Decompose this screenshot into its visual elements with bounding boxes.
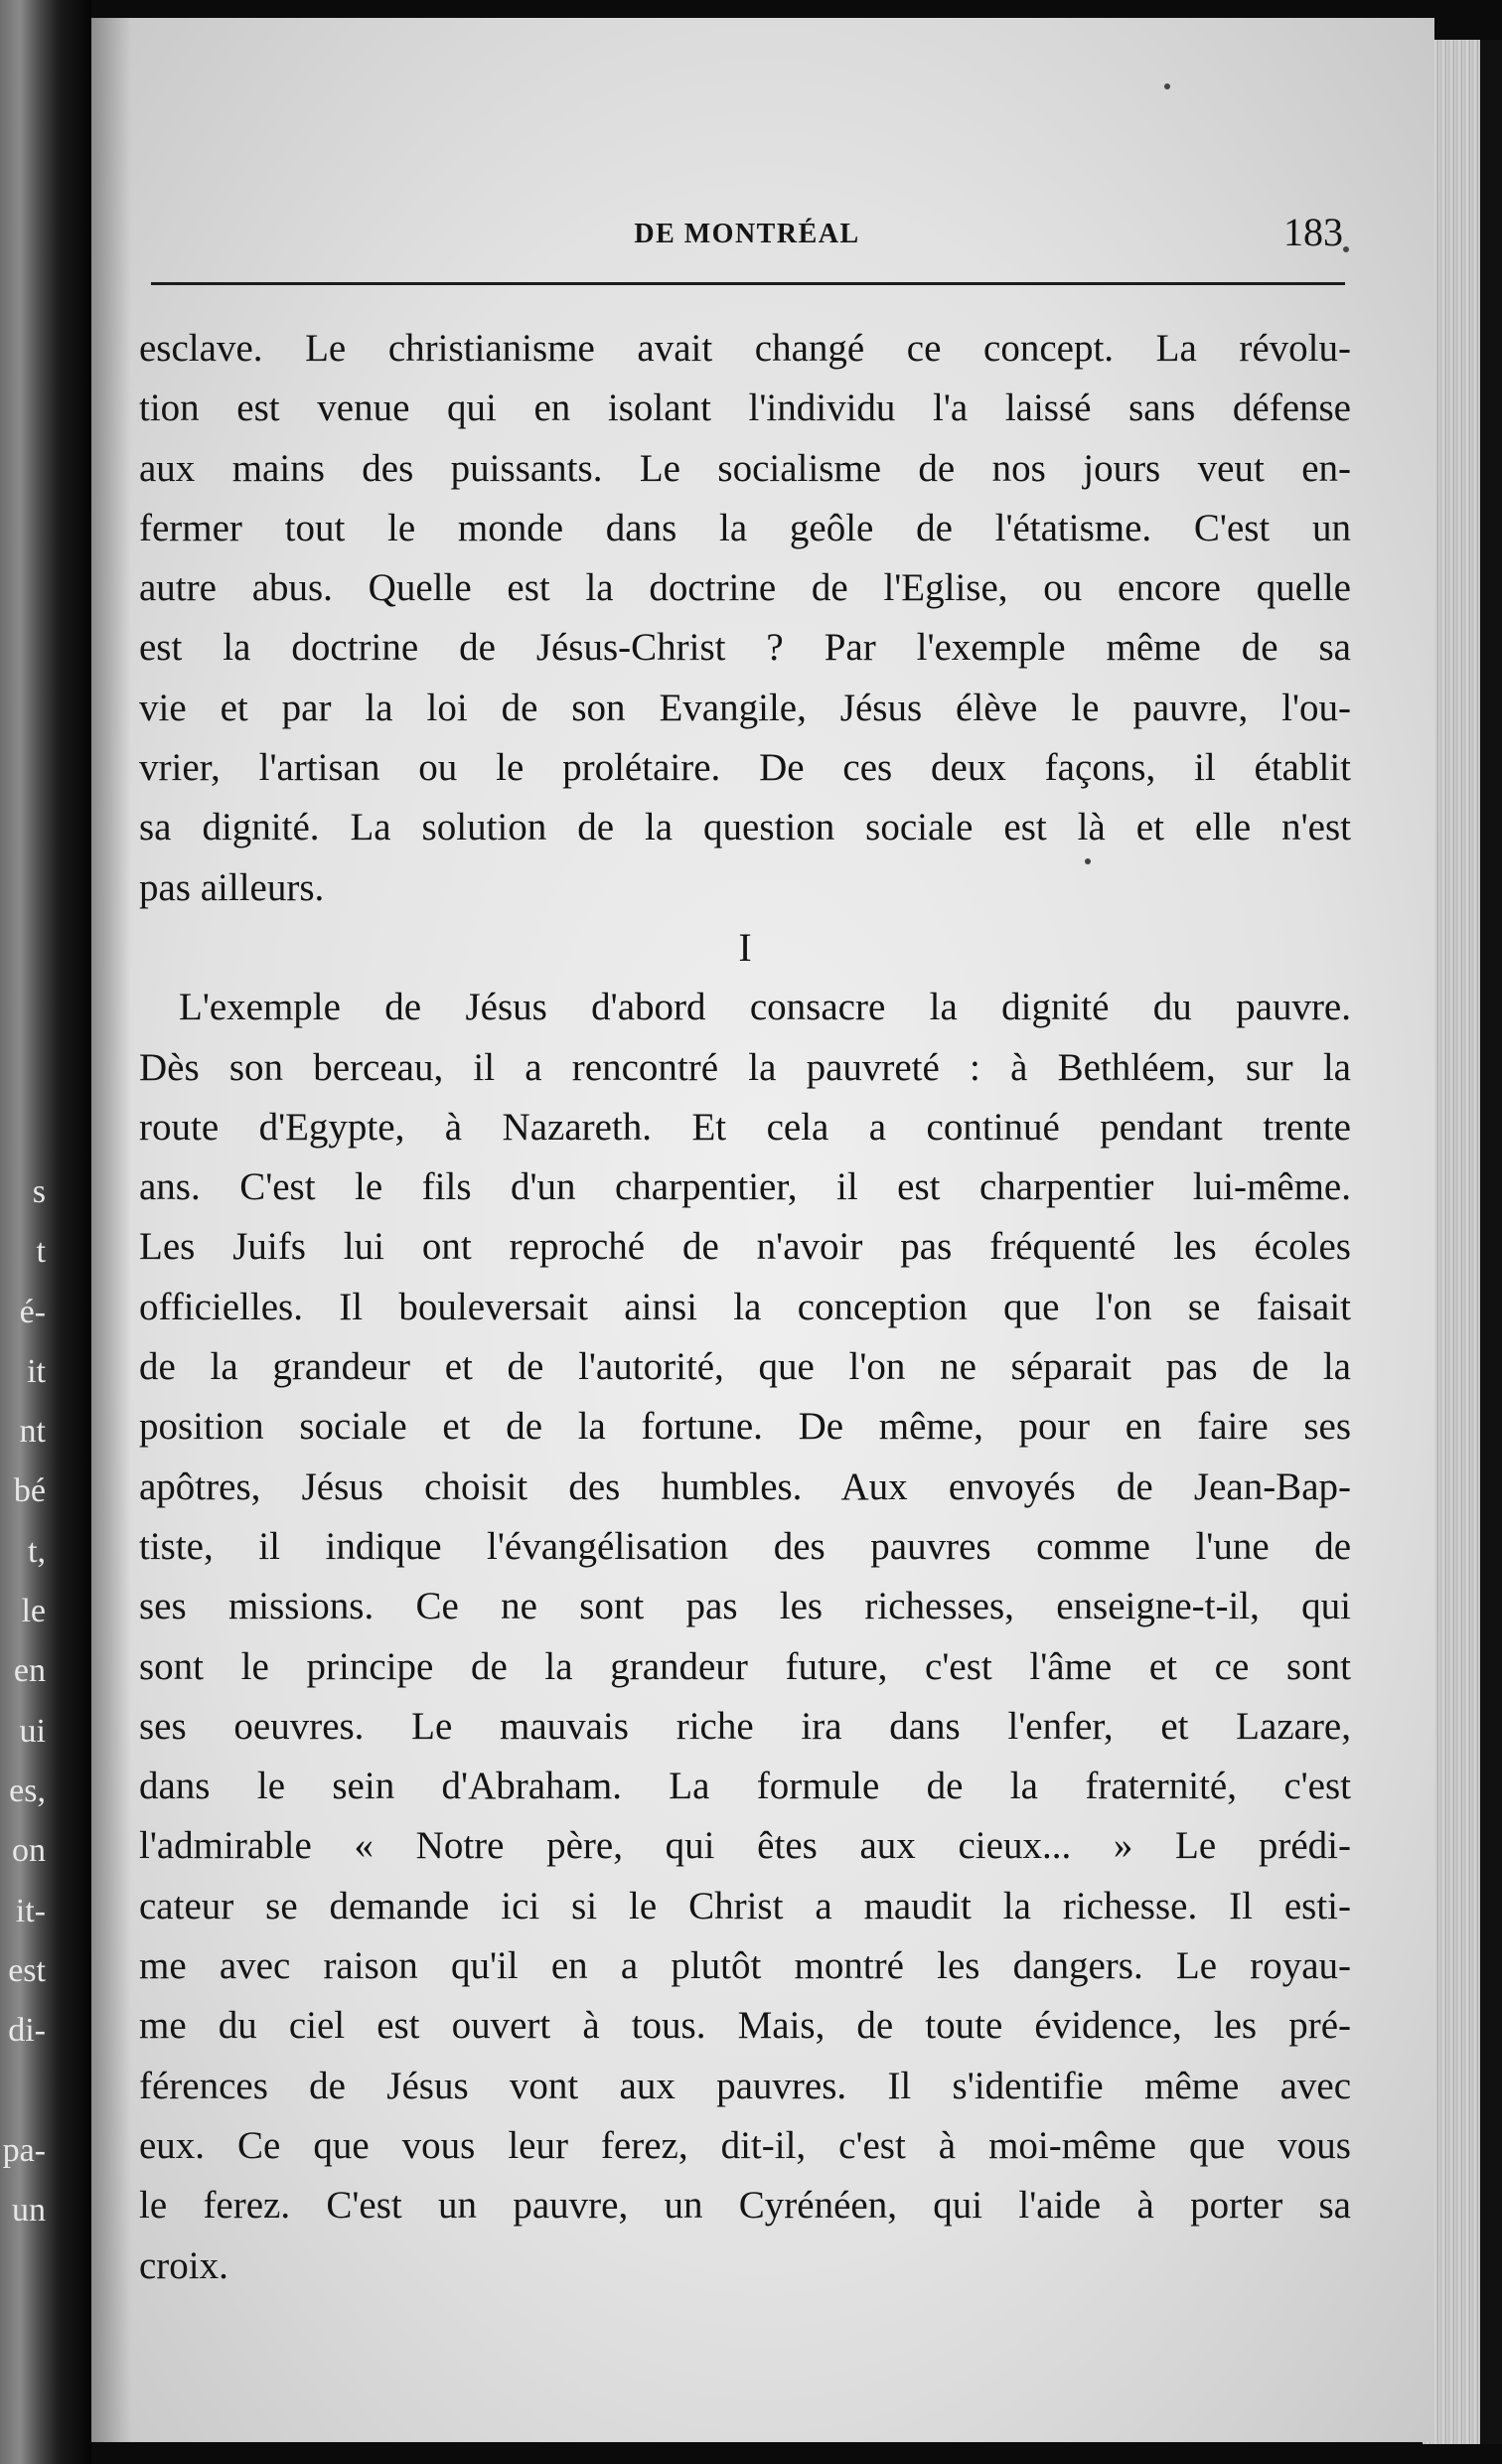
previous-page-fragment: on xyxy=(12,1832,46,1870)
previous-page-fragment: ui xyxy=(19,1712,46,1750)
text-line: sont le principe de la grandeur future, c'est l'âme et ce sont xyxy=(139,1644,1351,1688)
text-line: Dès son berceau, il a rencontré la pauvreté : à Bethléem, sur la xyxy=(139,1045,1351,1089)
text-line: me du ciel est ouvert à tous. Mais, de toute évidence, les pré- xyxy=(139,2004,1351,2048)
text-line: esclave. Le christianisme avait changé ce concept. La révolu- xyxy=(139,327,1351,370)
text-line: vrier, l'artisan ou le prolétaire. De ces deux façons, il établit xyxy=(139,746,1351,790)
previous-page-fragment: it- xyxy=(15,1892,46,1929)
previous-page-fragment: le xyxy=(21,1593,46,1630)
header-rule xyxy=(151,282,1345,285)
text-line: fermer tout le monde dans la geôle de l'étatisme. C'est un xyxy=(139,506,1351,549)
body-text xyxy=(139,319,1351,2296)
page-edges xyxy=(1423,40,1502,2444)
text-line: ses missions. Ce ne sont pas les richesses, enseigne-t-il, qui xyxy=(139,1585,1351,1628)
text-line: route d'Egypte, à Nazareth. Et cela a continué pendant trente xyxy=(139,1105,1351,1149)
text-line: croix. xyxy=(139,2243,228,2287)
text-line: pas ailleurs. xyxy=(139,865,325,909)
text-line: position sociale et de la fortune. De même, pour en faire ses xyxy=(139,1405,1351,1449)
text-line: ses oeuvres. Le mauvais riche ira dans l'enfer, et Lazare, xyxy=(139,1704,1351,1748)
previous-page-fragments xyxy=(0,1162,46,2275)
text-line: autre abus. Quelle est la doctrine de l'Eglise, ou encore quelle xyxy=(139,566,1351,610)
text-line: officielles. Il bouleversait ainsi la conception que l'on se faisait xyxy=(139,1285,1351,1328)
text-line: me avec raison qu'il en a plutôt montré les dangers. Le royau- xyxy=(139,1944,1351,1988)
text-line: l'admirable « Notre père, qui êtes aux cieux... » Le prédi- xyxy=(139,1824,1351,1868)
text-line: tiste, il indique l'évangélisation des pauvres comme l'une de xyxy=(139,1524,1351,1568)
previous-page-fragment: é- xyxy=(19,1293,46,1330)
text-line: vie et par la loi de son Evangile, Jésus élève le pauvre, l'ou- xyxy=(139,686,1351,729)
previous-page-fragment: bé xyxy=(13,1472,46,1510)
scan-speck xyxy=(1164,83,1170,89)
running-head: DE MONTRÉAL xyxy=(634,219,860,249)
text-line: Les Juifs lui ont reproché de n'avoir pas fréquenté les écoles xyxy=(139,1225,1351,1269)
previous-page-fragment: est xyxy=(8,1951,46,1989)
text-line: de la grandeur et de l'autorité, que l'on ne séparait pas de la xyxy=(139,1345,1351,1389)
previous-page-fragment: un xyxy=(12,2192,46,2230)
text-line: dans le sein d'Abraham. La formule de la fraternité, c'est xyxy=(139,1765,1351,1808)
previous-page-fragment: t, xyxy=(28,1532,46,1570)
text-line: tion est venue qui en isolant l'individu l'a laissé sans défense xyxy=(139,386,1351,430)
section-heading: I xyxy=(738,924,752,970)
scan-speck xyxy=(1343,246,1349,252)
text-line: férences de Jésus vont aux pauvres. Il s'identifie même avec xyxy=(139,2064,1351,2107)
previous-page-fragment: it xyxy=(27,1352,46,1390)
text-line: cateur se demande ici si le Christ a maudit la richesse. Il esti- xyxy=(139,1884,1351,1927)
scan-speck xyxy=(1085,858,1091,864)
book-page xyxy=(91,18,1434,2442)
text-line: est la doctrine de Jésus-Christ ? Par l'exemple même de sa xyxy=(139,626,1351,670)
text-line: eux. Ce que vous leur ferez, dit-il, c'est à moi-même que vous xyxy=(139,2123,1351,2167)
previous-page-fragment: en xyxy=(13,1652,46,1690)
previous-page-fragment: di- xyxy=(8,2012,46,2050)
previous-page-fragment: s xyxy=(32,1173,46,1210)
previous-page-fragment: nt xyxy=(19,1413,46,1451)
text-line: ans. C'est le fils d'un charpentier, il est charpentier lui-même. xyxy=(139,1165,1351,1209)
text-line: aux mains des puissants. Le socialisme de nos jours veut en- xyxy=(139,446,1351,490)
previous-page-fragment: es, xyxy=(9,1771,46,1809)
text-line: sa dignité. La solution de la question sociale est là et elle n'est xyxy=(139,806,1351,849)
text-line: apôtres, Jésus choisit des humbles. Aux envoyés de Jean-Bap- xyxy=(139,1464,1351,1508)
previous-page-fragment: t xyxy=(36,1233,46,1271)
previous-page-fragment xyxy=(0,2061,46,2120)
text-line: le ferez. C'est un pauvre, un Cyrénéen, qui l'aide à porter sa xyxy=(139,2184,1351,2228)
page-header xyxy=(151,207,1343,266)
page-number: 183 xyxy=(1283,210,1343,254)
text-line: L'exemple de Jésus d'abord consacre la dignité du pauvre. xyxy=(179,986,1351,1029)
previous-page-fragment: pa- xyxy=(2,2131,46,2169)
